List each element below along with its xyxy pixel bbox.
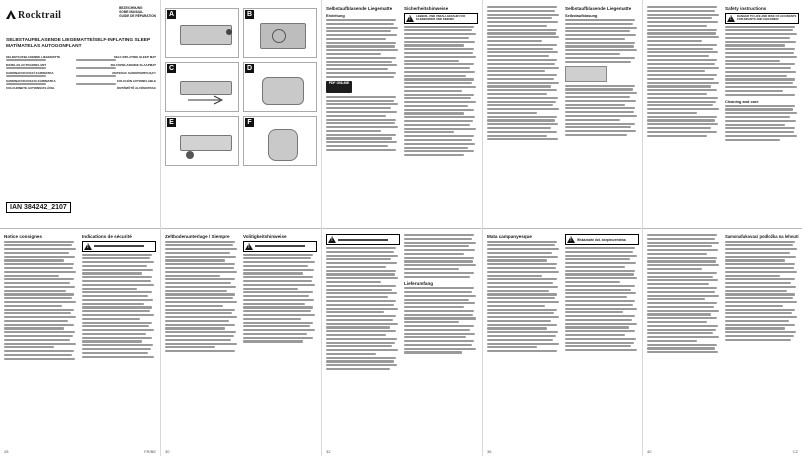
- warning-icon: [567, 236, 575, 243]
- page-number-4: 36: [487, 449, 492, 454]
- lang-2b: ZELFOPBLAZENDE SLAAPMAT: [110, 62, 156, 67]
- p2-heading: Zeltbodenunterlage / Siempre: [165, 234, 230, 239]
- p4-column-left: [487, 6, 561, 224]
- p3-column-left: [326, 6, 400, 224]
- figure-label-c: C: [168, 65, 175, 72]
- figure-label-f: F: [245, 118, 254, 127]
- figure-e: [165, 116, 239, 166]
- header-lang-1: BEZEICHNUNG: [119, 6, 143, 10]
- p3-lower-right: [404, 234, 478, 446]
- p5-lower-left: [647, 234, 721, 446]
- p4-heading: Selbstaufblasende Liegematte: [565, 6, 632, 11]
- brand-logo: Rocktrail: [18, 9, 62, 21]
- p4-lower-right: [565, 234, 639, 446]
- page-5: [643, 0, 802, 456]
- p5-warning: DANGER TO LIFE AND RISK OF ACCIDENTS FOR INFANTS AND CHILDREN!: [737, 13, 797, 21]
- p4-lower-heading: Mata campanyesque: [487, 234, 532, 239]
- cover-header: [6, 6, 156, 90]
- figure-a: [165, 8, 239, 58]
- warning-icon: [328, 236, 336, 243]
- p2-heading-2: Volitigkeitshinweise: [243, 234, 287, 239]
- lang-3b: MATERAC SAMOPOMPUJĄCY: [112, 70, 156, 75]
- notice-column-right: [82, 234, 156, 446]
- lang-2a: MATELAS AUTOGONFLANT: [6, 62, 47, 67]
- header-lang-3: GUIDE DE RÉPARATION: [119, 14, 156, 18]
- p5-sub: Cleaning and care: [725, 98, 759, 104]
- figure-b: [243, 8, 317, 58]
- figure-label-a: A: [168, 11, 175, 18]
- tent-logo-icon: [6, 6, 16, 24]
- p4-lower-left: [487, 234, 561, 446]
- p3-heading-2: Sicherheitshinweise: [404, 6, 449, 11]
- p3-heading: Selbstaufblasende Liegematte: [326, 6, 393, 11]
- page-lang-1: FR/BE: [144, 449, 156, 454]
- lang-4b: COLCHÓN AUTOINFLABLE: [116, 78, 156, 83]
- page-4: [483, 0, 642, 456]
- figure-label-e: E: [167, 118, 176, 127]
- p3-warning: LEBENS- UND UNFALLGEFAHR FÜR KLEINKINDER UND KINDER!: [416, 13, 466, 21]
- ian-number: IAN 384242_2107: [6, 202, 71, 213]
- pdf-online-badge: PDF ONLINE: [326, 81, 352, 93]
- p3-sub: Einleitung: [326, 13, 345, 18]
- figure-d: [243, 62, 317, 112]
- p4-warning: Wskazówki dot. bezpieczeństwa: [577, 237, 626, 242]
- page-3: [322, 0, 482, 456]
- safety-heading: Indications de sécurité: [82, 234, 132, 239]
- arrow-icon: [186, 95, 226, 105]
- p2-column-left: [165, 234, 239, 446]
- p4-column-right: [565, 6, 639, 224]
- warning-icon: [84, 243, 92, 250]
- product-title: SELBSTAUFBLASENDE LIEGEMATTE/SELF-INFLATING SLEEP MAT/MATELAS AUTOGONFLANT: [6, 38, 151, 49]
- page-1: [0, 0, 160, 456]
- p3-lower-left: [326, 234, 400, 446]
- p3-lower-heading: Lieferumfang: [404, 280, 434, 286]
- p5-column-left: [647, 6, 721, 224]
- figure-f: [243, 116, 317, 166]
- warning-icon: [245, 243, 253, 250]
- lang-3a: SAMONAFUKOVACÍ KARIMATKA: [6, 70, 54, 75]
- header-lang-2: SOME MANUAL: [119, 10, 144, 14]
- lang-1b: SELF-INFLATING SLEEP MAT: [113, 55, 156, 60]
- page-2-figures: [161, 0, 321, 456]
- p5-lower-right: [725, 234, 799, 446]
- page-number-5: 40: [647, 449, 652, 454]
- notice-column-left: [4, 234, 78, 446]
- figure-c: [165, 62, 239, 112]
- p5-column-right: [725, 6, 799, 224]
- p5-heading: Safety instructions: [725, 6, 767, 11]
- warning-icon: [727, 15, 735, 22]
- lang-5b: ÖNTŐMŰTŐ ALVÓMATRAC: [116, 86, 156, 91]
- page-number-1: 28: [4, 449, 9, 454]
- page-number-2: 30: [165, 449, 170, 454]
- page-lang-5: CZ: [792, 449, 798, 454]
- lang-4a: SAMONAFUKOVACIA KARIMATKA: [6, 78, 56, 83]
- warning-icon: [406, 15, 414, 22]
- p5-lower-heading: Samonafukovací podložka na lehnutí: [725, 234, 799, 239]
- lang-5a: COLCHONETE AUTOINSUFLÁVEL: [6, 86, 56, 91]
- p4-sub: Selbstaufblasung: [565, 13, 598, 18]
- inflation-illustration: [565, 66, 607, 82]
- p3-column-right: [404, 6, 478, 224]
- notice-heading: Notice consignes: [4, 234, 43, 239]
- p2-column-right: [243, 234, 317, 446]
- lang-1a: SELBSTAUFBLASENDE LIEGEMATTE: [6, 55, 61, 60]
- figure-label-b: B: [246, 11, 253, 18]
- figure-label-d: D: [246, 65, 253, 72]
- page-number-3: 32: [326, 449, 331, 454]
